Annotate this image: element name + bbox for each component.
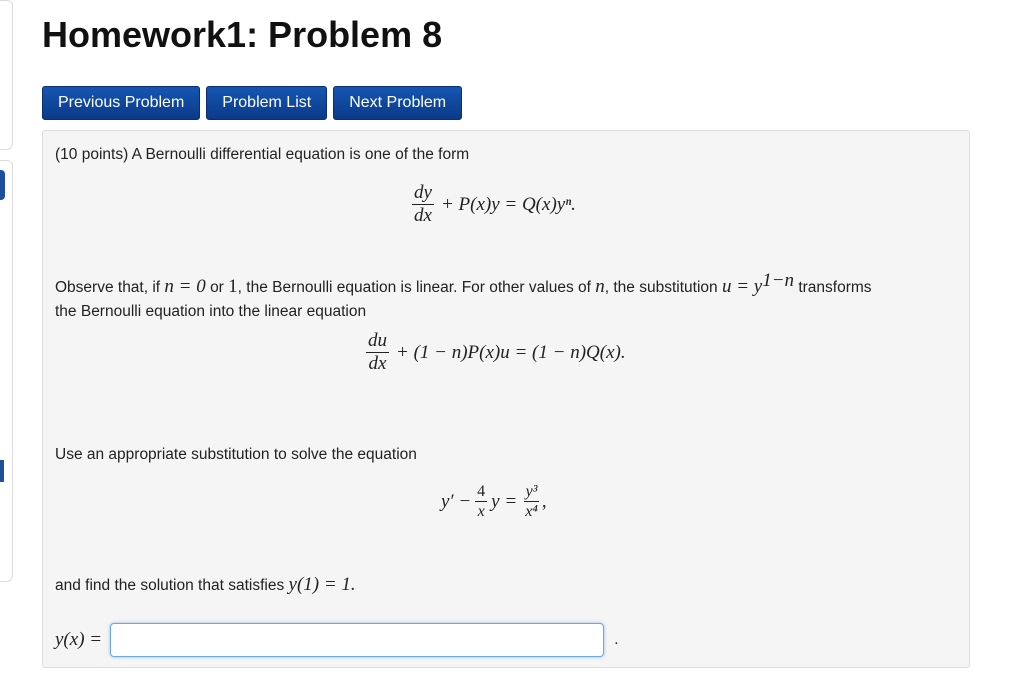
- find-solution-text: and find the solution that satisfies y(1) = 1.: [55, 574, 356, 595]
- four-over-x-fraction: $\frac{4}{x}$: [477, 483, 486, 520]
- answer-row: [55, 623, 619, 657]
- linear-equation: [363, 331, 626, 374]
- answer-input[interactable]: [110, 623, 604, 657]
- problem-navigation: [42, 86, 462, 120]
- problem-list-button[interactable]: Problem List: [206, 86, 327, 120]
- bernoulli-equation-rest: + P(x)y = Q(x)yⁿ.: [440, 193, 576, 215]
- dy-dx-fraction: $\frac{dy}{dx}$: [414, 182, 432, 226]
- side-marker: [0, 460, 4, 482]
- problem-body: [42, 130, 970, 668]
- answer-period: .: [614, 631, 619, 648]
- side-panel-lower: [0, 160, 13, 582]
- next-problem-button[interactable]: Next Problem: [333, 86, 462, 120]
- du-dx-fraction: $\frac{du}{dx}$: [368, 330, 387, 374]
- side-panel: [0, 0, 13, 150]
- answer-label: y(x) =: [55, 629, 103, 650]
- given-equation: y′ − $\frac{4}{x}$ y = $\frac{\text{y³}}{\text{x⁴}}$ ,: [441, 483, 547, 520]
- bernoulli-equation: [409, 183, 576, 226]
- page-title: Homework1: Problem 8: [42, 14, 443, 55]
- previous-problem-button[interactable]: Previous Problem: [42, 86, 200, 120]
- observe-paragraph: Observe that, if n = 0 or 1, the Bernoulli equation is linear. For other values of n, the substitution $u = y^{1-n}$ transforms the Bernoulli equation into the linear equation: [55, 270, 872, 321]
- problem-intro: (10 points) A Bernoulli differential equation is one of the form: [55, 146, 470, 163]
- y3-over-x4-fraction: $\frac{\text{y³}}{\text{x⁴}}$: [525, 483, 538, 520]
- instruction-text: Use an appropriate substitution to solve the equation: [55, 446, 417, 463]
- linear-equation-rest: + (1 − n)P(x)u = (1 − n)Q(x).: [396, 341, 626, 363]
- side-tab[interactable]: [0, 170, 5, 200]
